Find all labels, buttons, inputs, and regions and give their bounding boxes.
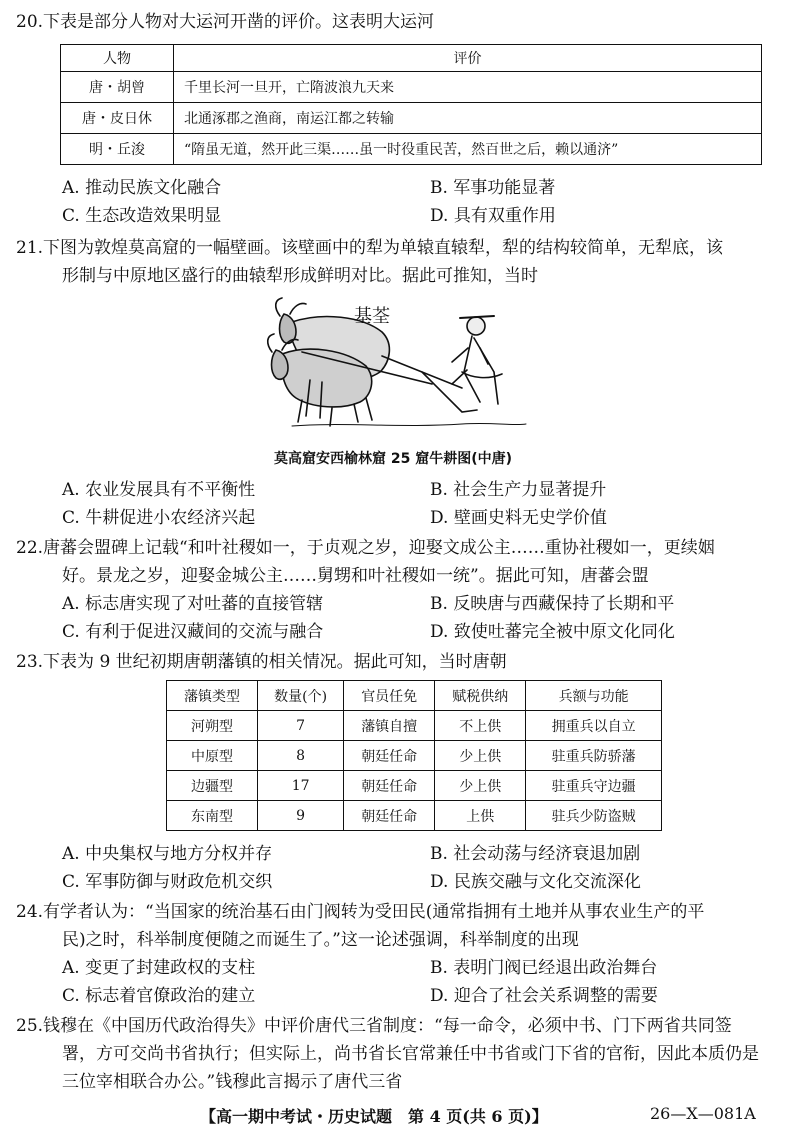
ox-plow-mural-image xyxy=(262,292,532,434)
q22-option-d: D. 致使吐蕃完全被中原文化同化 xyxy=(430,622,675,642)
table-cell: 7 xyxy=(258,711,344,741)
q23-table xyxy=(166,680,662,831)
q22-stem-line2: 好。景龙之岁，迎娶金城公主……舅甥和叶社稷如一统”。据此可知，唐蕃会盟 xyxy=(62,566,649,586)
table-cell: 驻重兵防骄藩 xyxy=(526,741,662,771)
q24-stem-line2: 民)之时，科举制度便随之而诞生了。”这一论述强调，科举制度的出现 xyxy=(62,930,579,950)
q24-option-c: C. 标志着官僚政治的建立 xyxy=(62,986,256,1006)
table-cell: 不上供 xyxy=(435,711,526,741)
q20-stem: 20.下表是部分人物对大运河开凿的评价。这表明大运河 xyxy=(16,12,435,32)
q22-option-a: A. 标志唐实现了对吐蕃的直接管辖 xyxy=(62,594,324,614)
table-header-cell: 人物 xyxy=(61,45,174,72)
q23-stem: 23.下表为 9 世纪初期唐朝藩镇的相关情况。据此可知，当时唐朝 xyxy=(16,652,507,672)
table-cell: 朝廷任命 xyxy=(344,801,435,831)
table-cell: 边疆型 xyxy=(167,771,258,801)
image-inscription: 基荃 xyxy=(354,306,390,327)
table-cell: “隋虽无道，然开此三渠……虽一时役重民苦，然百世之后，赖以通济” xyxy=(174,134,762,165)
table-cell: 17 xyxy=(258,771,344,801)
table-header-cell: 藩镇类型 xyxy=(167,681,258,711)
q21-option-c: C. 牛耕促进小农经济兴起 xyxy=(62,508,256,528)
q25-stem-line1: 25.钱穆在《中国历代政治得失》中评价唐代三省制度：“每一命令，必须中书、门下两省共同签 xyxy=(16,1016,732,1036)
table-cell: 藩镇自擅 xyxy=(344,711,435,741)
table-row xyxy=(167,801,662,831)
table-cell: 北通涿郡之渔商，南运江都之转输 xyxy=(174,103,762,134)
q22-option-b: B. 反映唐与西藏保持了长期和平 xyxy=(430,594,675,614)
q23-option-c: C. 军事防御与财政危机交织 xyxy=(62,872,273,892)
q20-table xyxy=(60,44,762,165)
table-row xyxy=(167,711,662,741)
q24-option-a: A. 变更了封建政权的支柱 xyxy=(62,958,256,978)
table-cell: 少上供 xyxy=(435,741,526,771)
q24-option-d: D. 迎合了社会关系调整的需要 xyxy=(430,986,658,1006)
q22-option-c: C. 有利于促进汉藏间的交流与融合 xyxy=(62,622,324,642)
table-cell: 少上供 xyxy=(435,771,526,801)
q24-option-b: B. 表明门阀已经退出政治舞台 xyxy=(430,958,658,978)
q20-option-b: B. 军事功能显著 xyxy=(430,178,556,198)
page-footer-code: 26—X—081A xyxy=(650,1104,756,1123)
q20-option-a: A. 推动民族文化融合 xyxy=(62,178,222,198)
q24-stem-line1: 24.有学者认为：“当国家的统治基石由门阀转为受田民(通常指拥有土地并从事农业生产的平 xyxy=(16,902,705,922)
q21-stem-line2: 形制与中原地区盛行的曲辕犁形成鲜明对比。据此可推知，当时 xyxy=(62,266,538,286)
q22-stem-line1: 22.唐蕃会盟碑上记载“和叶社稷如一，于贞观之岁，迎娶文成公主……重协社稷如一，更续姻 xyxy=(16,538,715,558)
table-cell: 拥重兵以自立 xyxy=(526,711,662,741)
table-row xyxy=(167,771,662,801)
table-header-cell: 赋税供纳 xyxy=(435,681,526,711)
table-header-row xyxy=(61,45,762,72)
q21-option-b: B. 社会生产力显著提升 xyxy=(430,480,607,500)
table-row xyxy=(167,741,662,771)
q23-option-d: D. 民族交融与文化交流深化 xyxy=(430,872,641,892)
q25-stem-line3: 三位宰相联合办公。”钱穆此言揭示了唐代三省 xyxy=(62,1072,403,1092)
table-cell: 唐・皮日休 xyxy=(61,103,174,134)
table-row xyxy=(61,134,762,165)
table-header-row xyxy=(167,681,662,711)
table-cell: 唐・胡曾 xyxy=(61,72,174,103)
table-cell: 中原型 xyxy=(167,741,258,771)
q21-option-d: D. 壁画史料无史学价值 xyxy=(430,508,607,528)
table-cell: 8 xyxy=(258,741,344,771)
table-header-cell: 评价 xyxy=(174,45,762,72)
table-row xyxy=(61,103,762,134)
q21-option-a: A. 农业发展具有不平衡性 xyxy=(62,480,256,500)
table-cell: 千里长河一旦开，亡隋波浪九天来 xyxy=(174,72,762,103)
q23-option-b: B. 社会动荡与经济衰退加剧 xyxy=(430,844,641,864)
table-cell: 朝廷任命 xyxy=(344,741,435,771)
image-caption: 莫高窟安西榆林窟 25 窟牛耕图(中唐) xyxy=(274,451,513,467)
table-cell: 驻重兵守边疆 xyxy=(526,771,662,801)
table-header-cell: 数量(个) xyxy=(258,681,344,711)
q25-stem-line2: 署，方可交尚书省执行；但实际上，尚书省长官常兼任中书省或门下省的官衔，因此本质仍是 xyxy=(62,1044,759,1064)
q20-option-d: D. 具有双重作用 xyxy=(430,206,556,226)
table-row xyxy=(61,72,762,103)
table-cell: 明・丘浚 xyxy=(61,134,174,165)
table-cell: 朝廷任命 xyxy=(344,771,435,801)
ox-plow-drawing xyxy=(262,292,532,434)
page-footer-title: 【高一期中考试・历史试题 第 4 页(共 6 页)】 xyxy=(200,1107,548,1126)
table-header-cell: 官员任免 xyxy=(344,681,435,711)
table-cell: 上供 xyxy=(435,801,526,831)
table-cell: 河朔型 xyxy=(167,711,258,741)
table-cell: 东南型 xyxy=(167,801,258,831)
table-cell: 9 xyxy=(258,801,344,831)
q20-option-c: C. 生态改造效果明显 xyxy=(62,206,222,226)
q23-option-a: A. 中央集权与地方分权并存 xyxy=(62,844,273,864)
table-cell: 驻兵少防盗贼 xyxy=(526,801,662,831)
table-header-cell: 兵额与功能 xyxy=(526,681,662,711)
q21-stem-line1: 21.下图为敦煌莫高窟的一幅壁画。该壁画中的犁为单辕直辕犁，犁的结构较简单，无犁底，该 xyxy=(16,238,724,258)
